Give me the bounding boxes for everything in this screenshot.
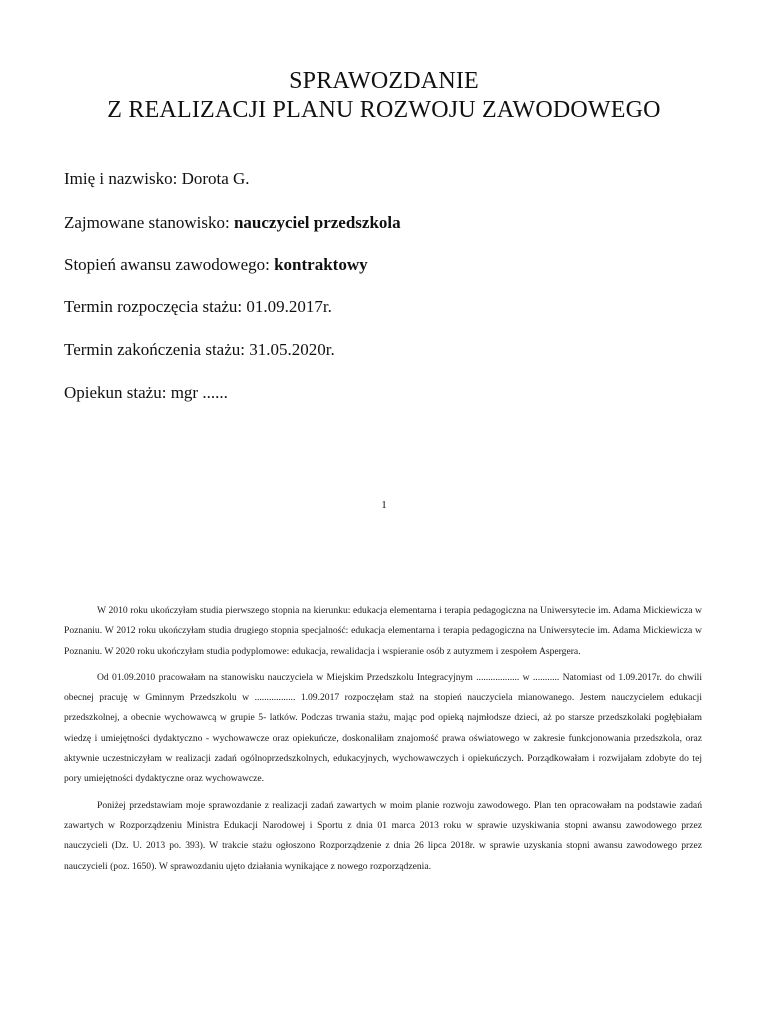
field-start-date (64, 297, 332, 317)
field-mentor (64, 383, 228, 403)
field-position (64, 213, 401, 233)
field-end-date-value: 31.05.2020r. (249, 340, 335, 359)
field-end-date (64, 340, 335, 360)
paragraph-employment: Od 01.09.2010 pracowałam na stanowisku nauczyciela w Miejskim Przedszkolu Integracyjnym .................. w ........... Natomiast od 1.09.2017r. do chwili obecnej pracuję w Gminnym Przedszkolu w ................. 1.09.2017 rozpoczęłam staż na stopień nauczyciela mianowanego. Jestem nauczycielem edukacji przedszkolnej, a obecnie wychowawcą w grupie 5- latków. Podczas trwania stażu, mając pod opieką najmłodsze dzieci, aż po starsze przedszkolaki pogłębiałam wiedzę i umiejętności dydaktyczno - wychowawcze oraz opiekuńcze, doskonaliłam znajomość prawa oświatowego w zakresie funkcjonowania przedszkola, oraz aktywnie uczestniczyłam w realizacji zadań ogólnoprzedszkolnych, edukacyjnych, wychowawczych i opiekuńczych. Porządkowałam i rozwijałam zdobyte do tej pory umiejętności dydaktyczne oraz wychowawcze. (64, 671, 702, 785)
field-name-value: Dorota G. (181, 169, 250, 188)
field-name-label: Imię i nazwisko: (64, 169, 182, 188)
field-end-date-label: Termin zakończenia stażu: (64, 340, 250, 359)
report-body (64, 601, 702, 877)
page-number: 1 (381, 499, 387, 511)
field-start-date-value: 01.09.2017r. (246, 297, 332, 316)
document-title-line2: Z REALIZACJI PLANU ROZWOJU ZAWODOWEGO (107, 97, 661, 123)
field-rank-label: Stopień awansu zawodowego: (64, 255, 275, 274)
field-mentor-value: mgr ...... (170, 383, 228, 402)
field-rank-value: kontraktowy (274, 255, 368, 274)
field-position-value: nauczyciel przedszkola (233, 213, 401, 232)
document-title-line1: SPRAWOZDANIE (289, 68, 479, 94)
field-name (64, 169, 250, 189)
field-mentor-label: Opiekun stażu: (64, 383, 171, 402)
paragraph-education: W 2010 roku ukończyłam studia pierwszego stopnia na kierunku: edukacja elementarna i terapia pedagogiczna na Uniwersytecie im. Adama Mickiewicza w Poznaniu. W 2012 roku ukończyłam studia drugiego stopnia specjalność: edukacja elementarna i terapia pedagogiczna na Uniwersytecie im. Adama Mickiewicza w Poznaniu. W 2020 roku ukończyłam studia podyplomowe: edukacja, rewalidacja i wspieranie osób z autyzmem i zespołem Aspergera. (64, 605, 702, 657)
field-position-label: Zajmowane stanowisko: (64, 213, 234, 232)
field-rank (64, 255, 368, 275)
paragraph-regulations: Poniżej przedstawiam moje sprawozdanie z realizacji zadań zawartych w moim planie rozwoju zawodowego. Plan ten opracowałam na podstawie zadań zawartych w Rozporządzeniu Ministra Edukacji Narodowej i Sportu z dnia 01 marca 2013 roku w sprawie uzyskiwania stopni awansu zawodowego przez nauczycieli (Dz. U. 2013 po. 393). W trakcie stażu ogłoszono Rozporządzenie z dnia 26 lipca 2018r. w sprawie uzyskania stopni awansu zawodowego przez nauczycieli (poz. 1650). W sprawozdaniu ujęto działania wynikające z nowego rozporządzenia. (64, 799, 702, 872)
field-start-date-label: Termin rozpoczęcia stażu: (64, 297, 247, 316)
